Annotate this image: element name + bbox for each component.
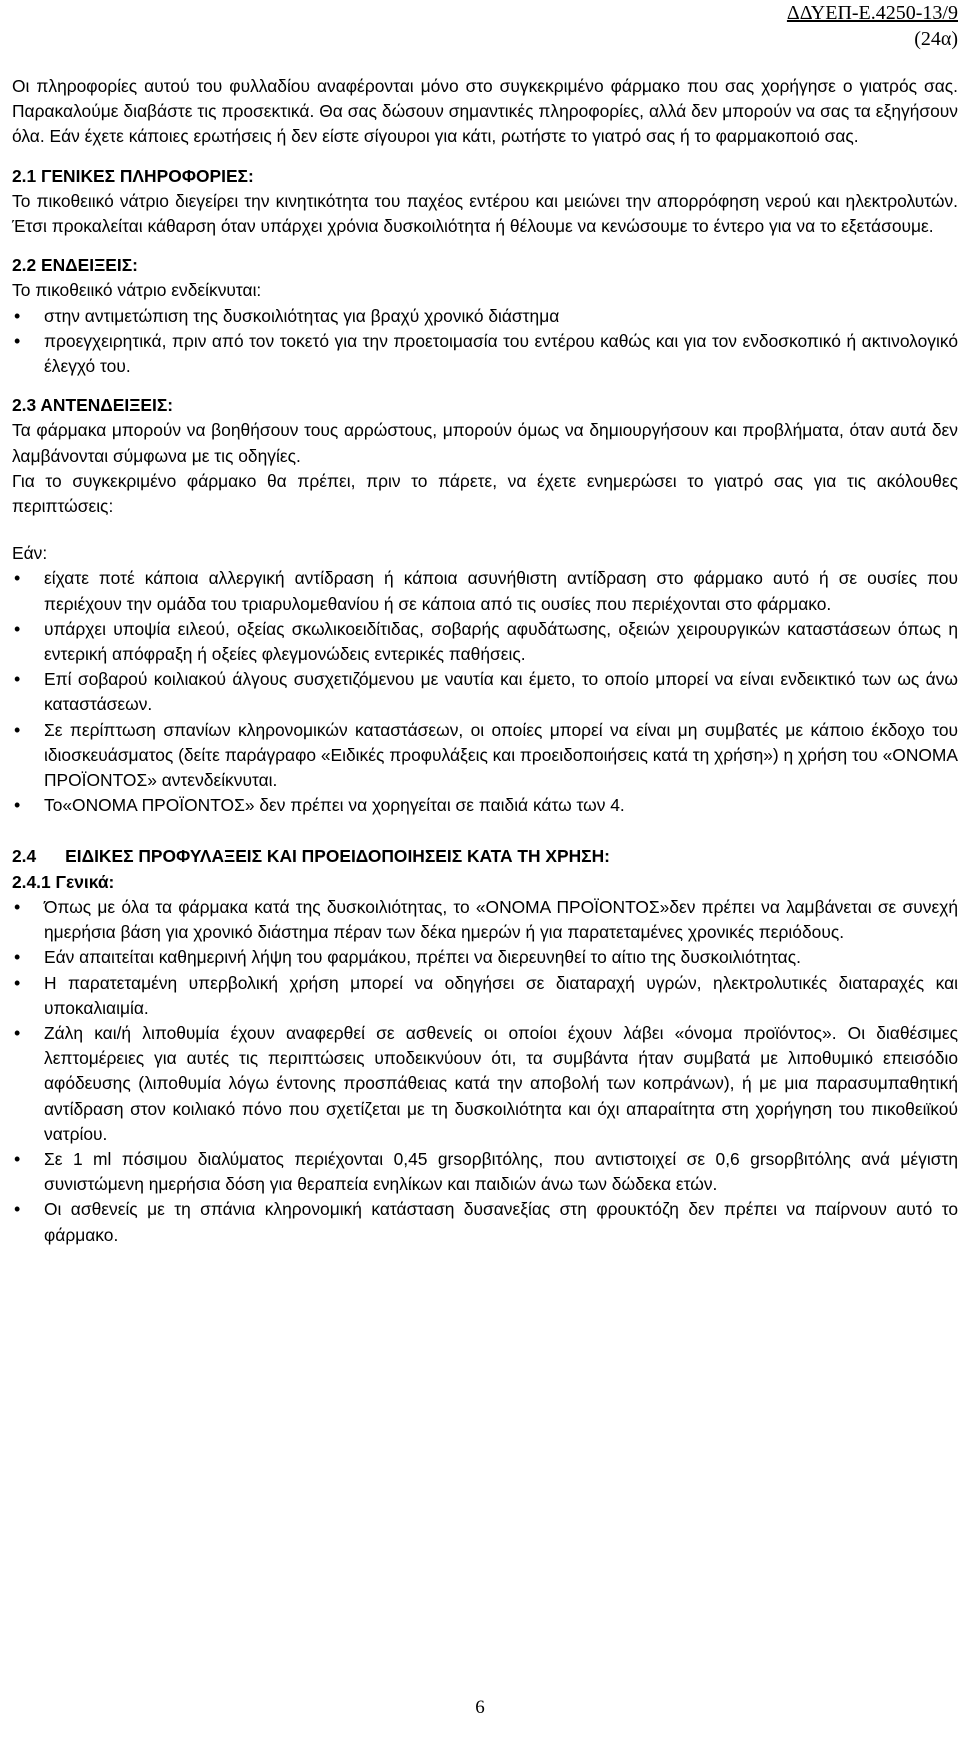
document-body — [12, 74, 958, 1248]
section-2-3-heading: 2.3 ΑΝΤΕΝΔΕΙΞΕΙΣ: — [12, 395, 174, 416]
list-item: • Σε 1 ml πόσιμου διαλύματος περιέχονται 0,45 grsορβιτόλης, που αντιστοιχεί σε 0,6 grsορβιτόλης ανά μέγιστη συνιστώμενη ημερήσια δόση για θεραπεία ενηλίκων και παιδιών άνω των δώδεκα ετών. — [12, 1147, 958, 1197]
section-2-2-heading: 2.2 ΕΝΔΕΙΞΕΙΣ: — [12, 255, 138, 276]
list-item: • Η παρατεταμένη υπερβολική χρήση μπορεί να οδηγήσει σε διαταραχή υγρών, ηλεκτρολυτικές διαταραχές και υποκαλιαιμία. — [12, 971, 958, 1021]
document-header — [787, 0, 958, 52]
list-item: • Οι ασθενείς με τη σπάνια κληρονομική κατάσταση δυσανεξίας στη φρουκτόζη δεν πρέπει να παίρνουν αυτό το φάρμακο. — [12, 1197, 958, 1247]
list-item: • προεγχειρητικά, πριν από τον τοκετό για την προετοιμασία του εντέρου καθώς και για τον ενδοσκοπικό ή ακτινολογικό έλεγχό του. — [12, 329, 958, 379]
list-item: • είχατε ποτέ κάποια αλλεργική αντίδραση ή κάποια ασυνήθιστη αντίδραση στο φάρμακο αυτό ή σε ουσίες που περιέχουν την ομάδα του τριαρυλομεθανίου ή σε κάποια από τις ουσίες που περιέχονται στο φάρμακο. — [12, 566, 958, 616]
list-item: • υπάρχει υποψία ειλεού, οξείας σκωλικοειδίτιδας, σοβαρής αφυδάτωσης, οξειών χειρουργικών καταστάσεων όπως η εντερική απόφραξη ή οξείες φλεγμονώδεις εντερικές παθήσεις. — [12, 617, 958, 667]
list-item: • Σε περίπτωση σπανίων κληρονομικών καταστάσεων, οι οποίες μπορεί να είναι μη συμβατές με κάποιο έκδοχο του ιδιοσκευάσματος (δείτε παράγραφο «Ειδικές προφυλάξεις και προειδοποιήσεις κατά τη χρήση») η χρήση του «ΟΝΟΜΑ ΠΡΟΪΟΝΤΟΣ» αντενδείκνυται. — [12, 718, 958, 794]
section-2-3-paragraph-2: Για το συγκεκριμένο φάρμακο θα πρέπει, πριν το πάρετε, να έχετε ενημερώσει το γιατρό σας για τις ακόλουθες περιπτώσεις: — [12, 470, 958, 517]
section-2-4-1-heading: 2.4.1 Γενικά: — [12, 871, 115, 892]
list-item: • Επί σοβαρού κοιλιακού άλγους συσχετιζόμενου με ναυτία και έμετο, το οποίο μπορεί να είναι ενδεικτικό των ως άνω καταστάσεων. — [12, 667, 958, 717]
list-item: • Εάν απαιτείται καθημερινή λήψη του φαρμάκου, πρέπει να διερευνηθεί το αίτιο της δυσκοιλιότητας. — [12, 945, 958, 970]
list-item: • Ζάλη και/ή λιποθυμία έχουν αναφερθεί σε ασθενείς οι οποίοι έχουν λάβει «όνομα προϊόντος». Οι διαθέσιμες λεπτομέρειες για αυτές τις περιπτώσεις υποδεικνύουν ότι, τα συμβάντα ήταν συμβατά με λιποθυμικό επεισόδιο αφόδευσης (λιποθυμία λόγω έντονης προσπάθειας κατά την αποβολή των κοπράνων), ή με μια παρασυμπαθητική αντίδραση στον κοιλιακό πόνο που σχετίζεται με τη δυσκοιλιότητα και όχι απαραίτητα στη χορήγηση του πικοθειϊκού νατρίου. — [12, 1021, 958, 1147]
section-2-2-lead: Το πικοθειικό νάτριο ενδείκνυται: — [12, 280, 262, 301]
section-2-3-paragraph-1: Τα φάρμακα μπορούν να βοηθήσουν τους αρρώστους, μπορούν όμως να δημιουργήσουν και προβλήματα, όταν αυτά δεν λαμβάνονται σύμφωνα με τις οδηγίες. — [12, 420, 958, 466]
section-2-4-heading: 2.4 ΕΙΔΙΚΕΣ ΠΡΟΦΥΛΑΞΕΙΣ ΚΑΙ ΠΡΟΕΙΔΟΠΟΙΗΣΕΙΣ ΚΑΤΑ ΤΗ ΧΡΗΣΗ: — [12, 846, 610, 867]
document-reference: ΔΔΥΕΠ-Ε.4250-13/9 — [786, 2, 958, 24]
page-number: 6 — [475, 1697, 485, 1718]
intro-paragraph: Οι πληροφορίες αυτού του φυλλαδίου αναφέρονται μόνο στο συγκεκριμένο φάρμακο που σας χορήγησε ο γιατρός σας. Παρακαλούμε διαβάστε τις προσεκτικά. Θα σας δώσουν σημαντικές πληροφορίες, αλλά δεν μπορούν να σας τα εξηγήσουν όλα. Εάν έχετε κάποιες ερωτήσεις ή δεν είστε σίγουροι για κάτι, ρωτήστε το γιατρό σας ή το φαρμακοποιό σας. — [12, 76, 958, 147]
list-item: • Όπως με όλα τα φάρμακα κατά της δυσκοιλιότητας, το «ΟΝΟΜΑ ΠΡΟΪΟΝΤΟΣ»δεν πρέπει να λαμβάνεται σε συνεχή ημερήσια βάση για χρονικό διάστημα πέραν των δέκα ημερών ή για παρατεταμένες χρονικές περιόδους. — [12, 895, 958, 945]
precautions-list — [12, 895, 958, 1248]
document-reference-sub: (24α) — [914, 28, 958, 50]
list-item: • Το«ΟΝΟΜΑ ΠΡΟΪΟΝΤΟΣ» δεν πρέπει να χορηγείται σε παιδιά κάτω των 4. — [12, 793, 958, 818]
contraindications-list — [12, 566, 958, 818]
list-item: • στην αντιμετώπιση της δυσκοιλιότητας για βραχύ χρονικό διάστημα — [12, 304, 958, 329]
if-label: Εάν: — [12, 543, 48, 564]
indications-list — [12, 304, 958, 380]
section-2-1-heading: 2.1 ΓΕΝΙΚΕΣ ΠΛΗΡΟΦΟΡΙΕΣ: — [12, 165, 254, 186]
section-2-1-text: Το πικοθειικό νάτριο διεγείρει την κινητικότητα του παχέος εντέρου και μειώνει την απορρόφηση νερού και ηλεκτρολυτών. Έτσι προκαλείται κάθαρση όταν υπάρχει χρόνια δυσκοιλιότητα ή θέλουμε να κενώσουμε το έντερο για να το εξετάσουμε. — [12, 190, 958, 237]
